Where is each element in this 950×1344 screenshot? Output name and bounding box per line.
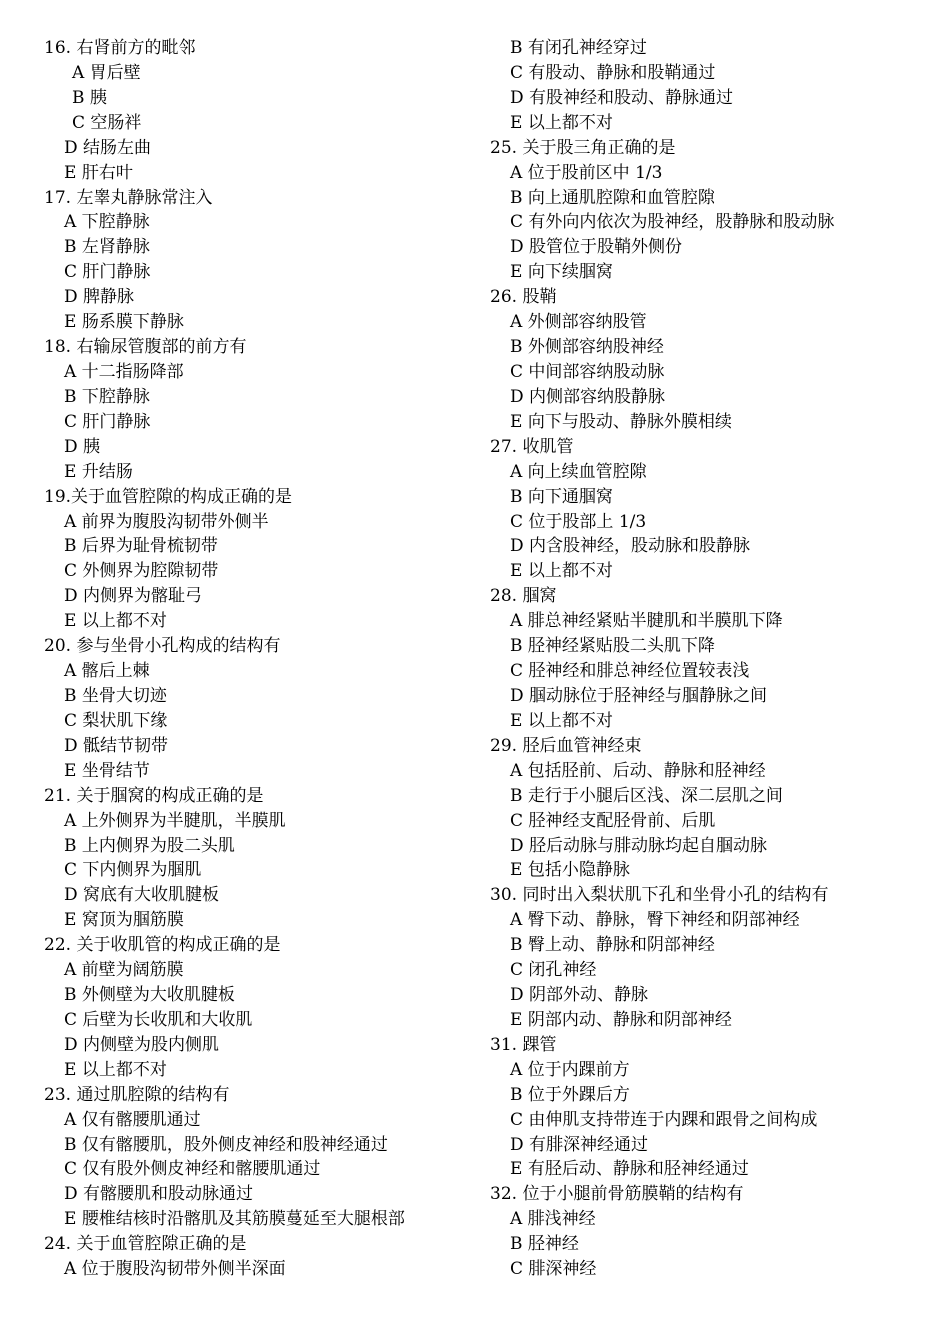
answer-option: A 位于内踝前方: [510, 1059, 630, 1080]
answer-option: B 走行于小腿后区浅、深二层肌之间: [510, 785, 783, 806]
answer-option: D 有股神经和股动、静脉通过: [510, 87, 734, 108]
answer-option: B 胰: [72, 87, 107, 108]
answer-option: E 以上都不对: [510, 112, 613, 133]
answer-option: E 向下续腘窝: [510, 262, 613, 283]
answer-option: E 坐骨结节: [64, 760, 150, 781]
answer-option: B 向上通肌腔隙和血管腔隙: [510, 187, 715, 208]
answer-option: C 空肠袢: [72, 112, 142, 133]
answer-option: E 腰椎结核时沿髂肌及其筋膜蔓延至大腿根部: [64, 1209, 405, 1230]
answer-option: D 内含股神经，股动脉和股静脉: [510, 536, 751, 557]
answer-option: C 由伸肌支持带连于内踝和跟骨之间构成: [510, 1109, 818, 1130]
answer-option: C 肝门静脉: [64, 411, 151, 432]
answer-option: B 外侧部容纳股神经: [510, 337, 664, 358]
answer-option: B 向下通腘窝: [510, 486, 613, 507]
answer-option: D 阴部外动、静脉: [510, 985, 649, 1006]
answer-option: A 位于股前区中 1/3: [510, 162, 663, 183]
answer-option: D 骶结节韧带: [64, 735, 169, 756]
answer-option: B 有闭孔神经穿过: [510, 38, 647, 58]
answer-option: E 以上都不对: [510, 710, 613, 731]
answer-option: C 仅有股外侧皮神经和髂腰肌通过: [64, 1159, 321, 1180]
answer-option: C 位于股部上 1/3: [510, 511, 647, 532]
answer-option: C 肝门静脉: [64, 262, 151, 283]
question-stem: 25. 关于股三角正确的是: [490, 137, 676, 158]
answer-option: A 包括胫前、后动、静脉和胫神经: [510, 760, 766, 781]
answer-option: E 窝顶为腘筋膜: [64, 910, 184, 931]
question-stem: 29. 胫后血管神经束: [490, 735, 642, 756]
answer-option: D 有髂腰肌和股动脉通过: [64, 1184, 254, 1205]
answer-option: C 闭孔神经: [510, 960, 597, 981]
answer-option: D 窝底有大收肌腱板: [64, 885, 220, 906]
answer-option: A 仅有髂腰肌通过: [64, 1109, 201, 1130]
question-stem: 30. 同时出入梨状肌下孔和坐骨小孔的结构有: [490, 885, 829, 906]
answer-option: A 前壁为阔筋膜: [64, 960, 184, 981]
question-stem: 22. 关于收肌管的构成正确的是: [44, 935, 281, 956]
answer-option: A 下腔静脉: [64, 212, 150, 233]
question-stem: 31. 踝管: [490, 1034, 557, 1055]
answer-option: C 腓深神经: [510, 1259, 597, 1280]
answer-option: B 外侧壁为大收肌腱板: [64, 985, 235, 1006]
answer-option: E 以上都不对: [64, 611, 167, 632]
answer-option: A 向上续血管腔隙: [510, 461, 647, 482]
answer-option: C 梨状肌下缘: [64, 710, 168, 731]
answer-option: D 内侧壁为股内侧肌: [64, 1034, 220, 1055]
answer-option: D 内侧界为髂耻弓: [64, 586, 203, 607]
answer-option: D 内侧部容纳股静脉: [510, 386, 666, 407]
answer-option: C 下内侧界为腘肌: [64, 860, 202, 881]
left-column: [44, 36, 474, 1282]
answer-option: E 向下与股动、静脉外膜相续: [510, 411, 732, 432]
answer-option: A 胃后壁: [72, 62, 141, 83]
answer-option: A 位于腹股沟韧带外侧半深面: [64, 1259, 286, 1280]
answer-option: A 腓浅神经: [510, 1209, 596, 1230]
answer-option: B 坐骨大切迹: [64, 685, 167, 706]
answer-option: B 上内侧界为股二头肌: [64, 835, 235, 856]
answer-option: C 外侧界为腔隙韧带: [64, 561, 219, 582]
answer-option: C 胫神经支配胫骨前、后肌: [510, 810, 716, 831]
answer-option: E 肝右叶: [64, 162, 133, 183]
answer-option: A 腓总神经紧贴半腱肌和半膜肌下降: [510, 611, 783, 632]
answer-option: B 胫神经: [510, 1234, 579, 1255]
question-stem: 20. 参与坐骨小孔构成的结构有: [44, 636, 281, 657]
question-stem: 23. 通过肌腔隙的结构有: [44, 1084, 230, 1105]
answer-option: D 结肠左曲: [64, 137, 152, 158]
answer-option: D 有腓深神经通过: [510, 1134, 649, 1155]
answer-option: D 腘动脉位于胫神经与腘静脉之间: [510, 685, 768, 706]
right-column: [490, 36, 930, 1282]
answer-option: A 髂后上棘: [64, 661, 150, 682]
question-stem: 26. 股鞘: [490, 287, 557, 308]
answer-option: E 肠系膜下静脉: [64, 312, 184, 333]
question-stem: 16. 右肾前方的毗邻: [44, 38, 196, 58]
answer-option: D 脾静脉: [64, 287, 135, 308]
answer-option: D 胫后动脉与腓动脉均起自腘动脉: [510, 835, 768, 856]
answer-option: A 外侧部容纳股管: [510, 312, 647, 333]
answer-option: D 股管位于股鞘外侧份: [510, 237, 683, 258]
question-stem: 27. 收肌管: [490, 436, 574, 457]
answer-option: B 臀上动、静脉和阴部神经: [510, 935, 715, 956]
answer-option: B 后界为耻骨梳韧带: [64, 536, 218, 557]
question-stem: 32. 位于小腿前骨筋膜鞘的结构有: [490, 1184, 744, 1205]
answer-option: C 后壁为长收肌和大收肌: [64, 1009, 253, 1030]
answer-option: A 上外侧界为半腱肌，半膜肌: [64, 810, 286, 831]
answer-option: E 阴部内动、静脉和阴部神经: [510, 1009, 732, 1030]
answer-option: B 下腔静脉: [64, 386, 150, 407]
answer-option: E 以上都不对: [64, 1059, 167, 1080]
answer-option: A 十二指肠降部: [64, 361, 184, 382]
question-stem: 18. 右输尿管腹部的前方有: [44, 337, 247, 358]
question-stem: 17. 左睾丸静脉常注入: [44, 187, 213, 208]
question-stem: 24. 关于血管腔隙正确的是: [44, 1234, 247, 1255]
answer-option: E 以上都不对: [510, 561, 613, 582]
answer-option: D 胰: [64, 436, 101, 457]
answer-option: B 位于外踝后方: [510, 1084, 630, 1105]
answer-option: C 胫神经和腓总神经位置较表浅: [510, 661, 750, 682]
answer-option: E 有胫后动、静脉和胫神经通过: [510, 1159, 749, 1180]
answer-option: B 胫神经紧贴股二头肌下降: [510, 636, 715, 657]
question-stem: 28. 腘窝: [490, 586, 557, 607]
answer-option: A 前界为腹股沟韧带外侧半: [64, 511, 269, 532]
answer-option: E 升结肠: [64, 461, 133, 482]
answer-option: B 左肾静脉: [64, 237, 150, 258]
answer-option: C 有外向内依次为股神经，股静脉和股动脉: [510, 212, 835, 233]
answer-option: B 仅有髂腰肌，股外侧皮神经和股神经通过: [64, 1134, 388, 1155]
question-stem: 21. 关于腘窝的构成正确的是: [44, 785, 264, 806]
answer-option: C 有股动、静脉和股鞘通过: [510, 62, 716, 83]
answer-option: A 臀下动、静脉，臀下神经和阴部神经: [510, 910, 800, 931]
question-stem: 19.关于血管腔隙的构成正确的是: [44, 486, 293, 507]
answer-option: E 包括小隐静脉: [510, 860, 630, 881]
answer-option: C 中间部容纳股动脉: [510, 361, 665, 382]
